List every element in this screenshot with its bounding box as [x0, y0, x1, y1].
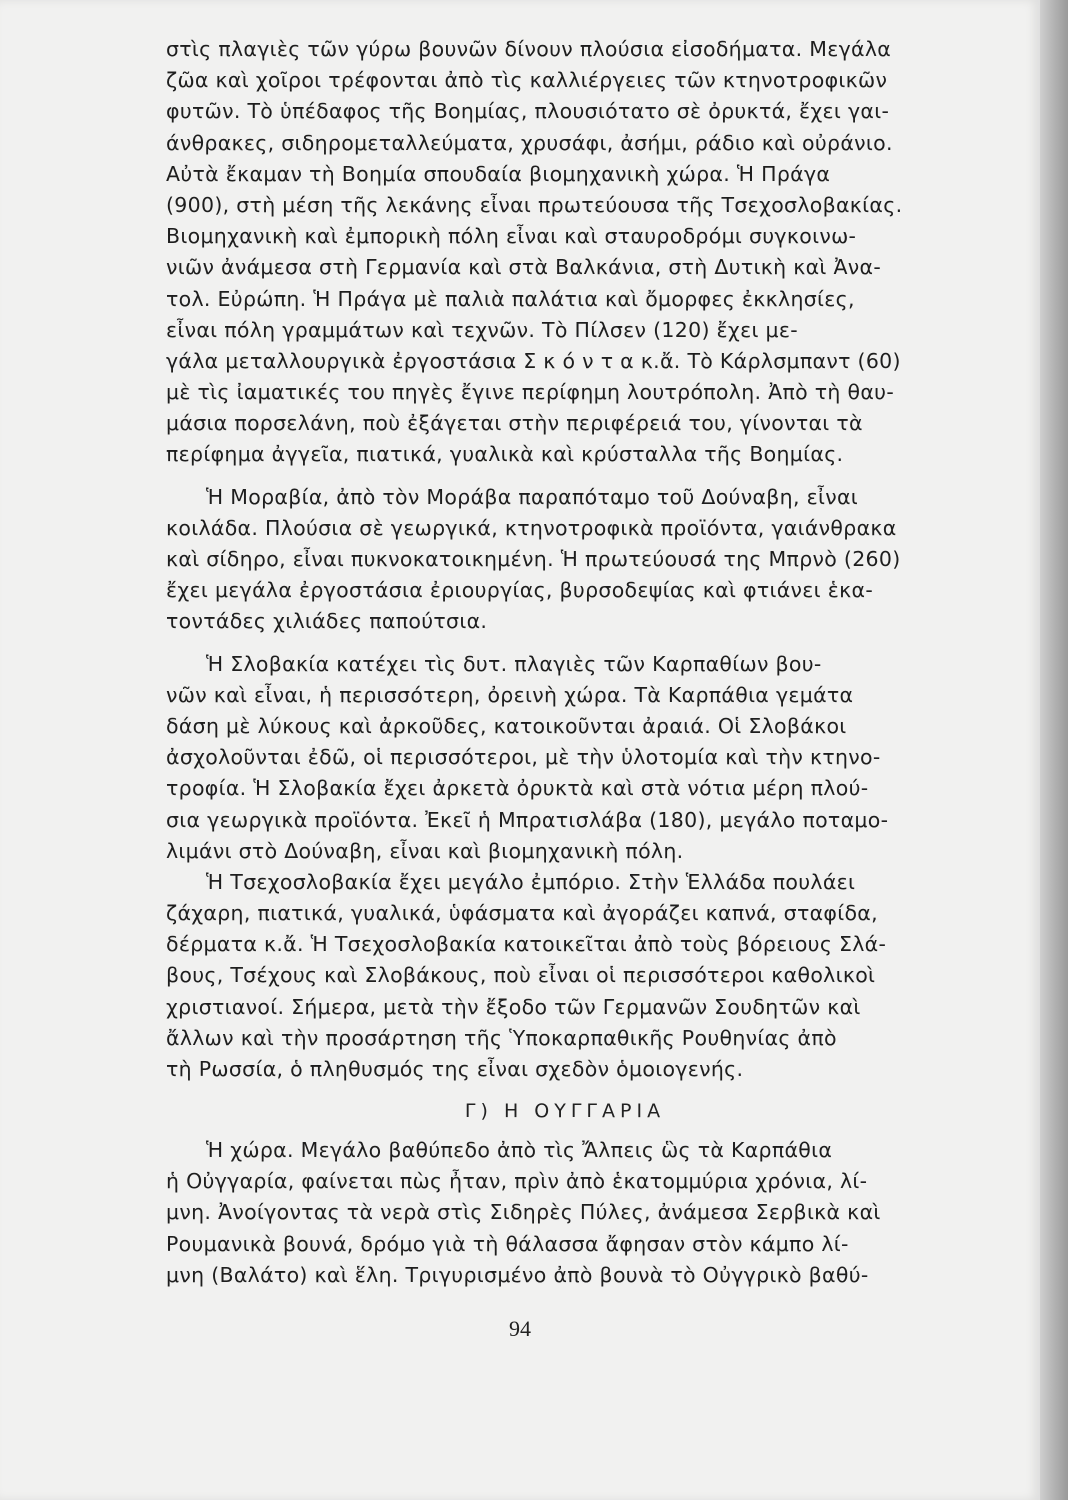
text-line: φυτῶν. Τὸ ὑπέδαφος τῆς Βοημίας, πλουσιότατο σὲ ὀρυκτά, ἔχει γαι- — [166, 99, 890, 124]
text-line: νῶν καὶ εἶναι, ἡ περισσότερη, ὀρεινὴ χώρα. Τὰ Καρπάθια γεμάτα — [166, 682, 854, 707]
text-line: τολ. Εὐρώπη. Ἡ Πράγα μὲ παλιὰ παλάτια καὶ ὄμορφες ἐκκλησίες, — [166, 286, 855, 311]
text-line: Βιομηχανικὴ καὶ ἐμπορικὴ πόλη εἶναι καὶ σταυροδρόμι συγκοινω- — [166, 224, 857, 249]
text-line: μὲ τὶς ἰαματικές του πηγὲς ἔγινε περίφημη λουτρόπολη. Ἀπὸ τὴ θαυ- — [166, 380, 895, 405]
text-line: ἔχει μεγάλα ἐργοστάσια ἐριουργίας, βυρσοδεψίας καὶ φτιάνει ἑκα- — [166, 578, 874, 603]
hungary-text — [166, 1135, 964, 1291]
main-text — [166, 34, 964, 1085]
paragraph-hungary — [166, 1135, 964, 1291]
text-line: λιμάνι στὸ Δούναβη, εἶναι καὶ βιομηχανικὴ πόλη. — [166, 838, 684, 863]
text-line: περίφημα ἀγγεῖα, πιατικά, γυαλικὰ καὶ κρύσταλλα τῆς Βοημίας. — [166, 442, 844, 467]
text-line: σια γεωργικὰ προϊόντα. Ἐκεῖ ἡ Μπρατισλάβα (180), μεγάλο ποταμο- — [166, 807, 889, 832]
paragraph-czechoslovakia-trade — [166, 867, 964, 1085]
text-line: ζάχαρη, πιατικά, γυαλικά, ὑφάσματα καὶ ἀγοράζει καπνά, σταφίδα, — [166, 901, 878, 926]
text-line: χριστιανοί. Σήμερα, μετὰ τὴν ἔξοδο τῶν Γερμανῶν Σουδητῶν καὶ — [166, 994, 861, 1019]
text-line: γάλα μεταλλουργικὰ ἐργοστάσια Σ κ ό ν τ α κ.ἄ. Τὸ Κάρλσμπαντ (60) — [166, 348, 901, 373]
text-line: ἡ Οὐγγαρία, φαίνεται πὼς ἦταν, πρὶν ἀπὸ ἑκατομμύρια χρόνια, λί- — [166, 1169, 868, 1194]
text-line: Ρουμανικὰ βουνά, δρόμο γιὰ τὴ θάλασσα ἄφησαν στὸν κάμπο λί- — [166, 1231, 849, 1256]
text-line: Αὐτὰ ἔκαμαν τὴ Βοημία σπουδαία βιομηχανικὴ χώρα. Ἡ Πράγα — [166, 161, 831, 186]
text-line: μνη. Ἀνοίγοντας τὰ νερὰ στὶς Σιδηρὲς Πύλες, ἀνάμεσα Σερβικὰ καὶ — [166, 1200, 881, 1225]
text-line: νιῶν ἀνάμεσα στὴ Γερμανία καὶ στὰ Βαλκάνια, στὴ Δυτικὴ καὶ Ἀνα- — [166, 255, 882, 280]
paragraph-slovakia — [166, 649, 964, 867]
text-line: μάσια πορσελάνη, ποὺ ἐξάγεται στὴν περιφέρειά του, γίνονται τὰ — [166, 411, 863, 436]
text-line: άνθρακες, σιδηρομεταλλεύματα, χρυσάφι, ἀσήμι, ράδιο καὶ οὐράνιο. — [166, 130, 893, 155]
text-line: δέρματα κ.ἄ. Ἡ Τσεχοσλοβακία κατοικεῖται ἀπὸ τοὺς βόρειους Σλά- — [166, 932, 887, 957]
book-spine — [1040, 0, 1068, 1500]
page-number: 94 — [509, 1316, 531, 1341]
text-line: ζῶα καὶ χοῖροι τρέφονται ἀπὸ τὶς καλλιέργειες τῶν κτηνοτροφικῶν — [166, 68, 888, 93]
text-line: Ἡ χώρα. Μεγάλο βαθύπεδο ἀπὸ τὶς Ἄλπεις ὣς τὰ Καρπάθια — [206, 1138, 833, 1162]
paragraph-bohemia — [166, 34, 964, 471]
text-line: βους, Τσέχους καὶ Σλοβάκους, ποὺ εἶναι οἱ περισσότεροι καθολικοὶ — [166, 963, 876, 988]
text-line: μνη (Βαλάτο) καὶ ἕλη. Τριγυρισμένο ἀπὸ βουνὰ τὸ Οὐγγρικὸ βαθύ- — [166, 1262, 869, 1287]
text-line: Ἡ Σλοβακία κατέχει τὶς δυτ. πλαγιὲς τῶν Καρπαθίων βου- — [206, 651, 822, 676]
text-line: τὴ Ρωσσία, ὁ πληθυσμός της εἶναι σχεδὸν ὁμοιογενής. — [166, 1057, 744, 1081]
section-heading: Γ) Η ΟΥΓΓΑΡΙΑ — [464, 1100, 666, 1122]
text-line: Ἡ Μοραβία, ἀπὸ τὸν Μοράβα παραπόταμο τοῦ Δούναβη, εἶναι — [206, 484, 858, 509]
text-line: κοιλάδα. Πλούσια σὲ γεωργικά, κτηνοτροφικὰ προϊόντα, γαιάνθρακα — [166, 515, 897, 540]
paragraph-moravia — [166, 482, 964, 638]
text-line: τροφία. Ἡ Σλοβακία ἔχει ἀρκετὰ ὀρυκτὰ καὶ στὰ νότια μέρη πλού- — [166, 776, 869, 801]
text-line: τοντάδες χιλιάδες παπούτσια. — [166, 609, 488, 634]
text-line: καὶ σίδηρο, εἶναι πυκνοκατοικημένη. Ἡ πρωτεύουσά της Μπρνὸ (260) — [166, 547, 901, 571]
text-line: δάση μὲ λύκους καὶ ἀρκοῦδες, κατοικοῦνται ἀραιά. Οἱ Σλοβάκοι — [166, 713, 847, 738]
text-line: ἄλλων καὶ τὴν προσάρτηση τῆς Ὑποκαρπαθικῆς Ρουθηνίας ἀπὸ — [166, 1025, 837, 1050]
text-line: Ἡ Τσεχοσλοβακία ἔχει μεγάλο ἐμπόριο. Στὴν Ἑλλάδα πουλάει — [206, 869, 856, 894]
text-line: ἀσχολοῦνται ἐδῶ, οἱ περισσότεροι, μὲ τὴν ὑλοτομία καὶ τὴν κτηνο- — [166, 745, 881, 770]
text-line: εἶναι πόλη γραμμάτων καὶ τεχνῶν. Τὸ Πίλσεν (120) ἔχει με- — [166, 317, 798, 342]
text-line: στὶς πλαγιὲς τῶν γύρω βουνῶν δίνουν πλούσια εἰσοδήματα. Μεγάλα — [166, 37, 892, 61]
text-line: (900), στὴ μέση τῆς λεκάνης εἶναι πρωτεύουσα τῆς Τσεχοσλοβακίας. — [166, 192, 903, 217]
